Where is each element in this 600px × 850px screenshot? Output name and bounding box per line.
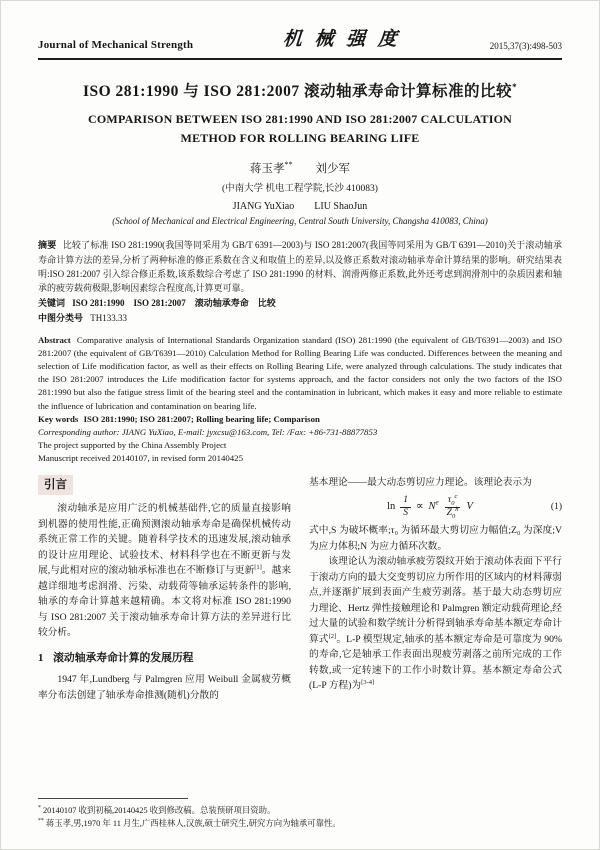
theory-text-1: 该理论认为滚动轴承疲劳裂纹开始于滚动体表面下平行于滚动方向的最大交变剪切应力所作用的区域内的材料薄弱点,并逐渐扩展到表面产生疲劳剥落。基于最大动态剪切应力理论、Hertz 弹性接触理论和 Palmgren 额定动载荷理论,经过大量的试验和数学统计分析得到轴承寿命基本额定寿命计算式 (309, 556, 562, 645)
eq-ln-operator: ln (387, 500, 396, 512)
clc-value: TH133.33 (90, 312, 127, 323)
reference-mark-1: [1] (254, 564, 262, 572)
eq-tau-exponent: c (454, 493, 458, 501)
eq-z-exponent: h (455, 505, 459, 513)
theory-paragraph (309, 554, 562, 694)
section-1-text: 1947 年,Lundberg 与 Palmgren 应用 Weibull 金属疲劳概率分布法创建了轴承寿命推测(随机)分散的 (38, 674, 291, 701)
eq-fraction-tau-over-z (444, 495, 462, 519)
footnote-2 (38, 817, 562, 830)
affiliation-en: (School of Mechanical and Electrical Engineering, Central South University, Changsha 410083, China) (112, 216, 488, 227)
theory-text-2: 。L-P 模型规定,轴承的基本额定寿命是可靠度为 90% 的寿命,它是轴承工作表面出现疲劳剥落之前所完成的工作转数,或一定转速下的工作小时数计算。基本额定寿命公式(L-P 方程)为 (309, 633, 562, 692)
section-1-heading (38, 650, 291, 667)
author-2-zh: 刘少军 (315, 163, 350, 176)
footnote-2-text: 蒋玉孝,男,1970 年 11 月生,广西桂林人,汉族,硕士研究生,研究方向为轴承可靠性。 (45, 818, 341, 828)
reference-mark-3-4: [3-4] (361, 679, 375, 687)
eq-tau-subscript: 0 (451, 500, 455, 508)
footnote-1-text: 20140107 收到初稿,20140425 收到修改稿。总装预研项目资助。 (42, 805, 276, 815)
corresponding-author-line: Corresponding author: JIANG YuXiao, E-mail: jyxcsu@163.com, Tel: /Fax: +86-731-88877853 (38, 426, 378, 437)
keywords-en-text: ISO 281:1990; ISO 281:2007; Rolling bearing life; Comparison (83, 413, 320, 424)
intro-text-2: 。越来越详细地考虑润滑、污染、动载荷等轴承运转条件的影响,轴承的寿命计算越来越精确。本文将对标准 ISO 281:1990 与 ISO 281:2007 关于滚动轴承寿命计算方法的差异进行比较分析。 (38, 565, 292, 639)
section-1-paragraph (38, 672, 291, 703)
equation-legend-text: 式中,S 为破坏概率;τ₀ 为循环最大剪切应力幅值;Z₀ 为深度;V 为应力体积;N 为应力循环次数。 (309, 525, 562, 552)
journal-logo-calligraphy: 机 械 强 度 (282, 28, 401, 50)
footnote-1-mark: * (38, 805, 41, 812)
author-1-en: JIANG YuXiao (232, 201, 295, 213)
intro-heading: 引言 (38, 475, 73, 495)
author-1-zh: 蒋玉孝 (250, 163, 285, 176)
eq-denominator-s: S (403, 507, 408, 518)
body-columns (38, 475, 562, 751)
abstract-en-label: Abstract (38, 334, 71, 345)
article-title-zh (38, 79, 562, 101)
equation-1-number: (1) (550, 501, 562, 512)
right-column (309, 475, 562, 751)
keywords-zh-text: ISO 281:1990 ISO 281:2007 滚动轴承寿命 比较 (72, 297, 276, 308)
reference-mark-2: [2] (328, 632, 337, 640)
left-column (38, 475, 291, 751)
footnote-rule (38, 798, 188, 799)
keywords-en-line (38, 413, 562, 426)
journal-header (38, 24, 562, 51)
footnote-1 (38, 804, 562, 817)
clc-label: 中图分类号 (38, 312, 84, 323)
intro-paragraph (38, 501, 291, 641)
equation-legend-paragraph (309, 523, 562, 554)
eq-z: Z (446, 507, 452, 518)
keywords-zh-label: 关键词 (38, 297, 66, 308)
abstract-zh-label: 摘要 (38, 240, 57, 251)
eq-numerator-1: 1 (400, 495, 411, 507)
abstract-zh-text: 比较了标准 ISO 281:1990(我国等同采用为 GB/T 6391—2003)与 ISO 281:2007(我国等同采用为 GB/T 6391—2010)关于滚动轴承寿命计算方法的差异,分析了两种标准的修正系数在含义和取值上的差异,以及修正系数对滚动轴承寿命计算结果的影响。研究结果表明:ISO 281:2007 引入综合修正系数,该系数综合考虑了 ISO 281:1990 的材料、润滑两修正系数,此外还考虑到润滑剂中的杂质因素和轴承的疲劳载荷极限,影响因素综合程度高,计算更可靠。 (38, 240, 562, 294)
eq-term-v: V (466, 500, 473, 512)
eq-fraction-1-over-s (400, 495, 411, 519)
eq-tau: τ (447, 495, 452, 506)
manuscript-received-line: Manuscript received 20140107, in revised form 20140425 (38, 452, 243, 463)
eq-z-subscript: 0 (451, 512, 456, 520)
author-2-en: LIU ShaoJun (314, 201, 368, 213)
eq-n-exponent: e (435, 498, 439, 507)
authors-en (38, 201, 562, 212)
article-title-en-line1: COMPARISON BETWEEN ISO 281:1990 AND ISO 281:2007 CALCULATION (88, 112, 512, 126)
article-title-zh-text: ISO 281:1990 与 ISO 281:2007 滚动轴承寿命计算标准的比较 (82, 83, 513, 100)
title-footnote-mark: * (512, 81, 518, 92)
abstract-en (38, 334, 562, 413)
continuation-paragraph (309, 475, 562, 491)
affiliation-zh: (中南大学 机电工程学院,长沙 410083) (222, 184, 378, 195)
section-1-title: 滚动轴承寿命计算的发展历程 (53, 651, 194, 664)
keywords-zh-line (38, 297, 562, 311)
footnote-2-mark: ** (38, 818, 44, 825)
section-1-number: 1 (38, 651, 44, 664)
eq-term-n (428, 499, 438, 516)
eq-denominator-z (444, 505, 462, 520)
equation-1 (309, 495, 562, 519)
abstract-zh (38, 238, 562, 296)
eq-n: N (428, 500, 436, 512)
abstract-en-text: Comparative analysis of International Standards Organization standard (ISO) 281:1990 (the equivalent of GB/T6391—2003) and ISO 281:2007 (the equivalent of GB/T6391—2010) Calculation Method for Rolling Bearing Life was conducted. Differences between the meaning and selection of Life modification factor, as well as their effects on Rolling Bearing Life, were analyzed through calculations. The study indicates that the ISO 281:2007 introduces the Life modification factor for systems approach, and the factor considers not only the two factors of the ISO 281:1990 but also the fatigue stress limit of the bearing steel and the contamination in lubricant, which makes it easy and more reliable to estimate the influence of lubrication and contamination on bearing life. (38, 334, 562, 411)
footnotes (38, 798, 562, 830)
keywords-en-label: Key words (38, 413, 79, 424)
equation-1-body (309, 495, 551, 519)
journal-issue-info: 2015,37(3):498-503 (489, 41, 562, 51)
article-title-en (38, 110, 562, 147)
clc-line (38, 312, 562, 326)
authors-zh (38, 160, 562, 176)
eq-proportional-symbol: ∝ (415, 500, 424, 512)
author-footnote-mark: ** (284, 160, 293, 170)
intro-text-1: 滚动轴承是应用广泛的机械基础件,它的质量直接影响到机器的使用性能,正确预测滚动轴承寿命是确保机械传动系统正常工作的关键。随着科学技术的迅速发展,滚动轴承的设计应用理论、试验技术、材料科学也在不断更新与发展,与此相对应的滚动轴承标准也在不断修订与更新 (38, 503, 291, 577)
project-support-line: The project supported by the China Assembly Project (38, 439, 227, 450)
continuation-text: 基本理论——最大动态剪切应力理论。该理论表示为 (309, 476, 532, 488)
header-rule (38, 58, 562, 60)
article-title-en-line2: METHOD FOR ROLLING BEARING LIFE (180, 130, 420, 145)
journal-name-en: Journal of Mechanical Strength (38, 39, 194, 51)
